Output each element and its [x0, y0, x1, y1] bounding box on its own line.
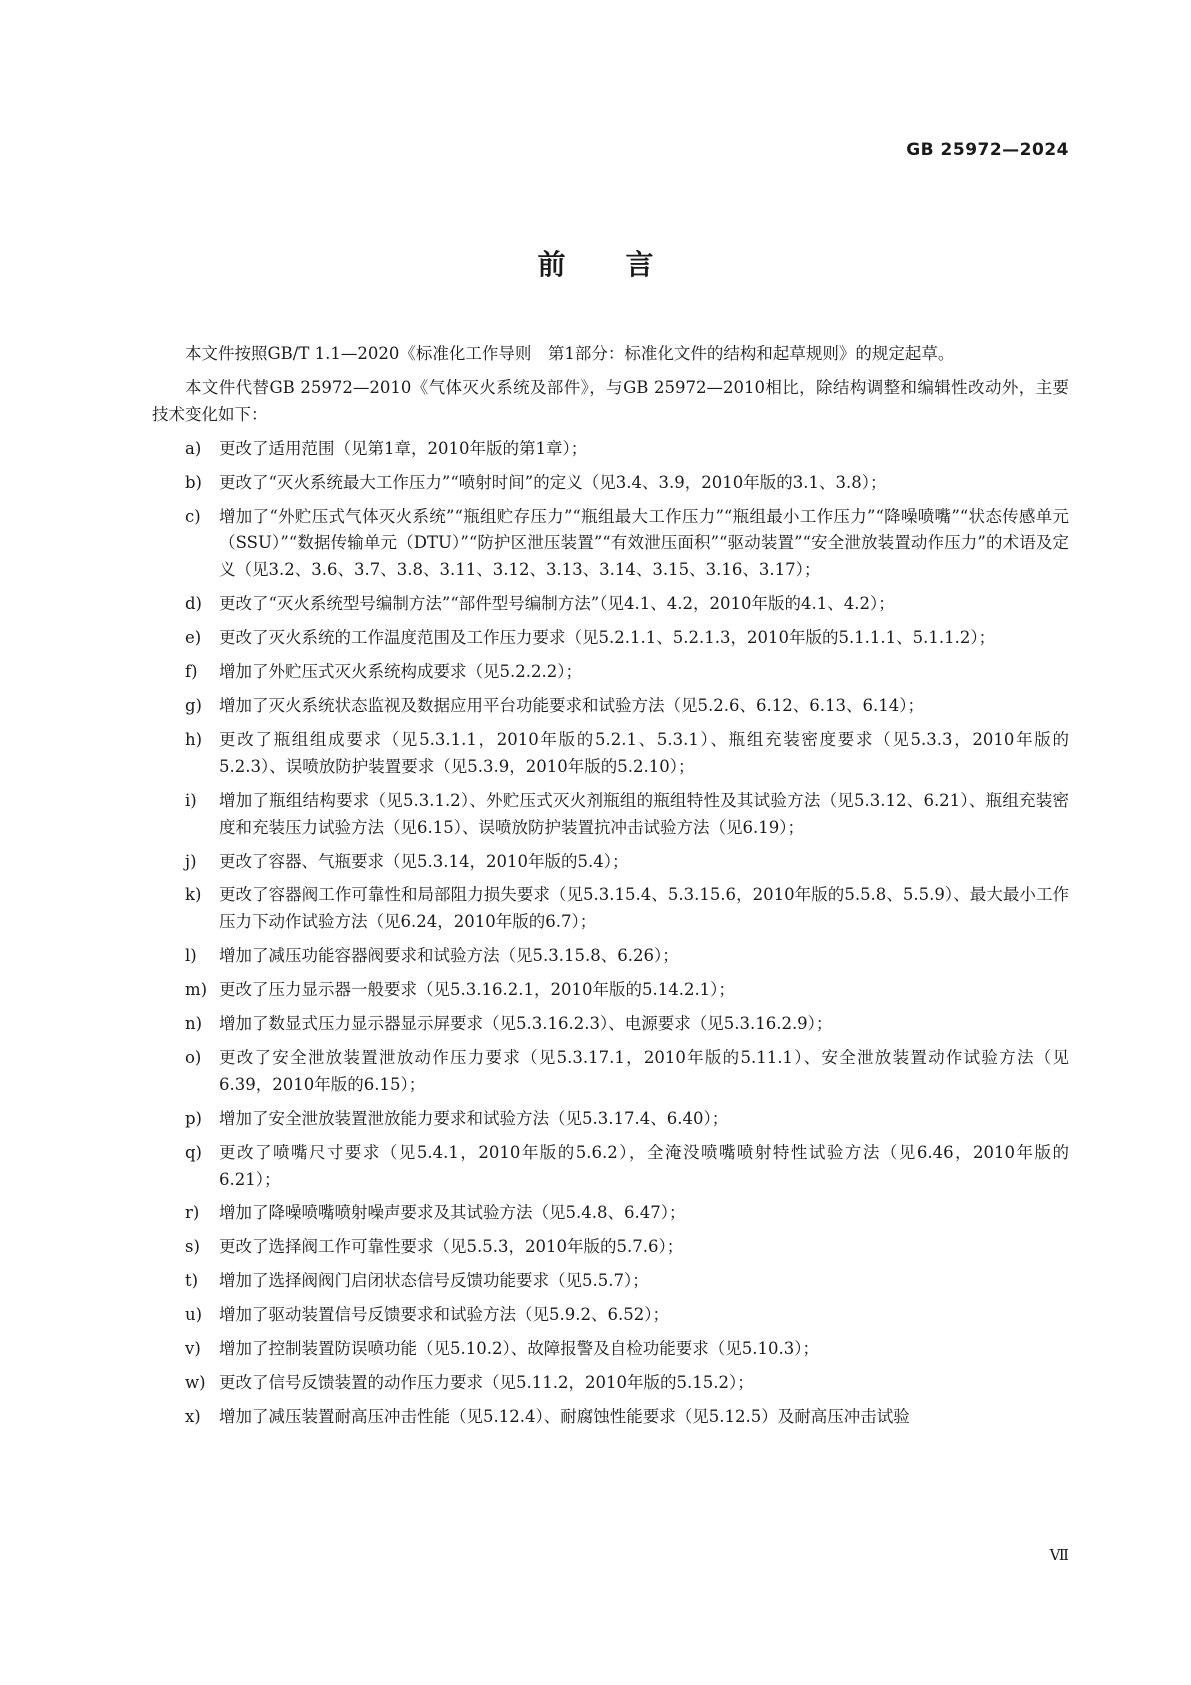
list-item — [152, 504, 1069, 585]
list-item-label: b) — [185, 472, 202, 492]
list-item — [152, 1106, 1069, 1133]
list-item-text: 增加了驱动装置信号反馈要求和试验方法（见5.9.2、6.52）； — [219, 1305, 669, 1325]
list-item-label: r) — [185, 1203, 200, 1223]
list-item-text: 增加了瓶组结构要求（见5.3.1.2）、外贮压式灭火剂瓶组的瓶组特性及其试验方法（见5.3.12、6.21）、瓶组充装密度和充装压力试验方法（见6.15）、误喷放防护装置抗冲击试验方法（见6.19）； — [219, 790, 1069, 837]
list-item — [152, 1370, 1069, 1397]
list-item — [152, 788, 1069, 842]
list-item-text: 更改了容器阀工作可靠性和局部阻力损失要求（见5.3.15.4、5.3.15.6，2010年版的5.5.8、5.5.9）、最大最小工作压力下动作试验方法（见6.24，2010年版的6.7）； — [219, 885, 1069, 932]
list-item-text: 增加了降噪喷嘴喷射噪声要求及其试验方法（见5.4.8、6.47）； — [219, 1203, 686, 1223]
paragraph-replacement-note: 本文件代替GB 25972—2010《气体灭火系统及部件》，与GB 25972—2010相比，除结构调整和编辑性改动外，主要技术变化如下： — [152, 377, 1069, 424]
list-item-label: i) — [185, 790, 197, 810]
list-item-label: g) — [185, 695, 202, 715]
list-item-text: 增加了减压功能容器阀要求和试验方法（见5.3.15.8、6.26）； — [219, 946, 679, 966]
list-item-label: a) — [185, 438, 202, 458]
document-code: GB 25972—2024 — [906, 140, 1069, 160]
list-item — [152, 1268, 1069, 1295]
list-item — [152, 591, 1069, 618]
list-item-text: 增加了“外贮压式气体灭火系统”“瓶组贮存压力”“瓶组最大工作压力”“瓶组最小工作压力”“降噪喷嘴”“状态传感单元（SSU）”“数据传输单元（DTU）”“防护区泄压装置”“有效泄压面积”“驱动装置”“安全泄放装置动作压力”的术语及定义（见3.2、3.6、3.7、3.8、3.11、3.12、3.13、3.14、3.15、3.16、3.17）； — [219, 506, 1069, 580]
list-item-label: t) — [185, 1271, 199, 1291]
list-item-text: 增加了安全泄放装置泄放能力要求和试验方法（见5.3.17.4、6.40）； — [219, 1108, 729, 1128]
list-item-label: l) — [185, 946, 197, 966]
list-item-label: u) — [185, 1305, 203, 1325]
list-item-text: 增加了外贮压式灭火系统构成要求（见5.2.2.2）； — [219, 662, 582, 682]
paragraph-drafting-rules: 本文件按照GB/T 1.1—2020《标准化工作导则 第1部分：标准化文件的结构和起草规则》的规定起草。 — [185, 344, 955, 363]
list-item-label: w) — [185, 1373, 206, 1392]
list-item-text: 更改了适用范围（见第1章，2010年版的第1章）； — [219, 438, 588, 458]
list-item-label: n) — [185, 1014, 203, 1034]
list-item — [152, 727, 1069, 781]
list-item-label: c) — [185, 506, 201, 526]
document-body — [152, 341, 1069, 1438]
list-item-label: h) — [185, 729, 203, 749]
list-item — [152, 1045, 1069, 1099]
list-item-text: 更改了灭火系统的工作温度范围及工作压力要求（见5.2.1.1、5.2.1.3，2010年版的5.1.1.1、5.1.1.2）； — [219, 628, 996, 648]
list-item-text: 更改了喷嘴尺寸要求（见5.4.1，2010年版的5.6.2），全淹没喷嘴喷射特性试验方法（见6.46，2010年版的6.21）； — [219, 1142, 1069, 1189]
list-item — [152, 1200, 1069, 1227]
list-item-text: 增加了减压装置耐高压冲击性能（见5.12.4）、耐腐蚀性能要求（见5.12.5）及耐高压冲击试验 — [219, 1406, 910, 1426]
list-item — [152, 977, 1069, 1004]
list-item — [152, 1336, 1069, 1363]
list-item — [152, 1011, 1069, 1038]
list-item — [152, 693, 1069, 720]
change-list — [152, 436, 1069, 1431]
list-item-label: m) — [185, 980, 208, 1000]
list-item-label: k) — [185, 885, 202, 905]
list-item — [152, 1234, 1069, 1261]
list-item-label: x) — [185, 1406, 201, 1426]
list-item — [152, 470, 1069, 497]
list-item — [152, 1404, 1069, 1431]
list-item-label: e) — [185, 628, 202, 648]
list-item-text: 更改了选择阀工作可靠性要求（见5.5.3，2010年版的5.7.6）； — [219, 1237, 684, 1257]
list-item-label: d) — [185, 594, 202, 614]
list-item-text: 更改了容器、气瓶要求（见5.3.14，2010年版的5.4）； — [219, 851, 629, 871]
list-item-text: 增加了控制装置防误喷功能（见5.10.2）、故障报警及自检功能要求（见5.10.3）； — [219, 1339, 819, 1359]
list-item — [152, 1302, 1069, 1329]
list-item — [152, 625, 1069, 652]
list-item-text: 增加了数显式压力显示器显示屏要求（见5.3.16.2.3）、电源要求（见5.3.16.2.9）； — [219, 1014, 833, 1034]
list-item-text: 增加了选择阀阀门启闭状态信号反馈功能要求（见5.5.7）； — [219, 1271, 649, 1291]
page-title: 前言 — [537, 248, 714, 281]
list-item-label: v) — [185, 1339, 201, 1359]
list-item-label: q) — [185, 1142, 202, 1162]
list-item-label: f) — [185, 662, 198, 682]
list-item-label: o) — [185, 1047, 202, 1067]
list-item — [152, 882, 1069, 936]
list-item-text: 更改了信号反馈装置的动作压力要求（见5.11.2，2010年版的5.15.2）； — [219, 1373, 754, 1392]
list-item — [152, 436, 1069, 463]
list-item — [152, 943, 1069, 970]
page-number: Ⅶ — [1049, 1546, 1069, 1564]
list-item-text: 更改了“灭火系统型号编制方法”“部件型号编制方法”（见4.1、4.2，2010年版的4.1、4.2）； — [219, 594, 895, 614]
list-item-text: 更改了安全泄放装置泄放动作压力要求（见5.3.17.1，2010年版的5.11.1）、安全泄放装置动作试验方法（见6.39，2010年版的6.15）； — [219, 1047, 1069, 1094]
list-item-label: p) — [185, 1108, 202, 1128]
list-item-text: 增加了灭火系统状态监视及数据应用平台功能要求和试验方法（见5.2.6、6.12、6.13、6.14）； — [219, 695, 924, 715]
list-item-label: j) — [185, 851, 197, 871]
list-item — [152, 1140, 1069, 1194]
list-item-text: 更改了瓶组组成要求（见5.3.1.1，2010年版的5.2.1、5.3.1）、瓶组充装密度要求（见5.3.3，2010年版的5.2.3）、误喷放防护装置要求（见5.3.9，2010年版的5.2.10）； — [219, 729, 1069, 776]
list-item-label: s) — [185, 1237, 200, 1257]
list-item-text: 更改了“灭火系统最大工作压力”“喷射时间”的定义（见3.4、3.9，2010年版的3.1、3.8）； — [219, 472, 887, 492]
list-item — [152, 659, 1069, 686]
list-item — [152, 849, 1069, 876]
list-item-text: 更改了压力显示器一般要求（见5.3.16.2.1，2010年版的5.14.2.1）； — [219, 980, 735, 1000]
